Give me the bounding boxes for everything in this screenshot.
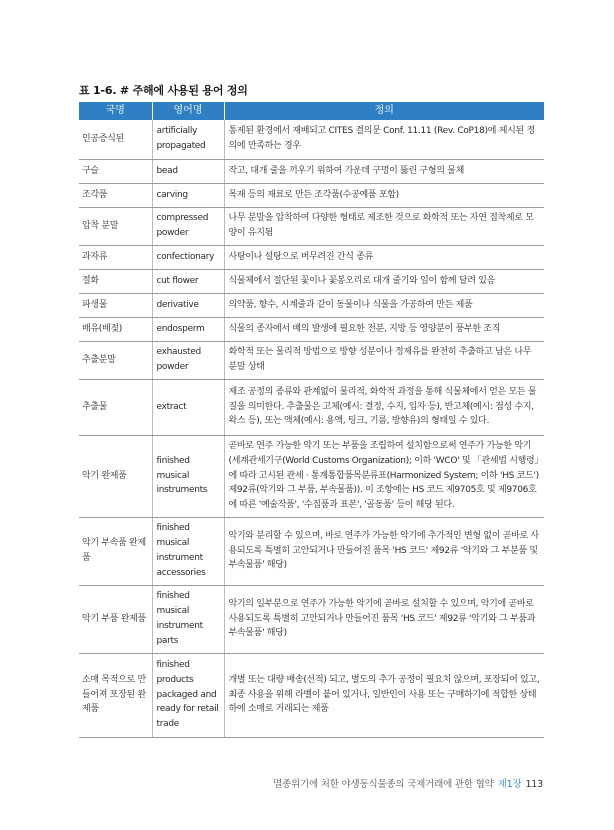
english-term: finished products packaged and ready for retail trade (152, 653, 224, 737)
term-definition: 통제된 환경에서 재배되고 CITES 결의문 Conf. 11.11 (Rev. CoP18)에 제시된 정의에 만족하는 경우 (224, 120, 544, 159)
term-definition: 곧바로 연주 가능한 악기 또는 부품을 조립하여 설치함으로써 연주가 가능한 악기(세계관세기구(World Customs Organization); 이하 'WCO' 및 「관세법 시행령」에 따라 고시된 관세 · 통계통합품목분류표(Harmonized System; 이하 'HS 코드') 제92류(악기와 그 부품, 부속물품)). 이 조항에는 HS 코드 제9705호 및 제9706호에 따른 '예술작품', '수집품과 표본', '골동품' 등이 해당 된다. (224, 435, 544, 517)
term-definition: 나무 분말을 압착하여 다양한 형태로 제조한 것으로 화학적 또는 자연 접착제로 모양이 유지됨 (224, 207, 544, 245)
english-term: bead (152, 159, 224, 183)
english-term: endosperm (152, 317, 224, 341)
korean-term: 절화 (79, 269, 152, 293)
table-row (79, 379, 544, 435)
header-definition: 정의 (224, 102, 544, 120)
header-english-name: 영어명 (152, 102, 224, 120)
english-term: finished musical instrument parts (152, 585, 224, 653)
term-definition: 작고, 대개 줄을 끼우기 위하여 가운데 구멍이 뚫린 구형의 물체 (224, 159, 544, 183)
table-row (79, 183, 544, 207)
table-row (79, 293, 544, 317)
term-definition: 악기의 일부분으로 연주가 가능한 악기에 곧바로 설치할 수 있으며, 악기에 곧바로 사용되도록 특별히 고안되거나 만들어진 품목 'HS 코드' 제92류 '악기와 그 부품과 부속물품' 해당) (224, 585, 544, 653)
korean-term: 파생물 (79, 293, 152, 317)
english-term: cut flower (152, 269, 224, 293)
table-row (79, 317, 544, 341)
term-definition: 악기와 분리할 수 있으며, 바로 연주가 가능한 악기에 추가적인 변형 없이 곧바로 사용되도록 특별히 고안되거나 만들어진 품목 'HS 코드' 제92류 '악기와 그 부분품 및 부속물품' 해당) (224, 517, 544, 585)
term-definition: 제조 공정의 종류와 관계없이 물리적, 화학적 과정을 통해 식물체에서 얻은 모든 물질을 의미한다. 추출물은 고체(예시: 결정, 수지, 입자 등), 반고체(예시: 점성 수지, 왁스 등), 또는 액체(예시: 용액, 팅크, 기름, 방향유)의 형태일 수 있다. (224, 379, 544, 435)
korean-term: 과자류 (79, 245, 152, 269)
table-row (79, 269, 544, 293)
english-term: extract (152, 379, 224, 435)
english-term: derivative (152, 293, 224, 317)
korean-term: 악기 완제품 (79, 435, 152, 517)
terms-table (79, 102, 544, 738)
korean-term: 추출물 (79, 379, 152, 435)
english-term: finished musical instrument accessories (152, 517, 224, 585)
term-definition: 의약품, 향수, 시계줄과 같이 동물이나 식물을 가공하여 만든 제품 (224, 293, 544, 317)
korean-term: 인공증식된 (79, 120, 152, 159)
english-term: artificially propagated (152, 120, 224, 159)
korean-term: 배유(배젖) (79, 317, 152, 341)
english-term: carving (152, 183, 224, 207)
term-definition: 목재 등의 재료로 만든 조각품(수공예품 포함) (224, 183, 544, 207)
term-definition: 식물체에서 절단된 꽃이나 꽃봉오리로 대개 줄기와 잎이 함께 달려 있음 (224, 269, 544, 293)
table-header-row (79, 102, 544, 120)
term-definition: 식물의 종자에서 배의 발생에 필요한 전분, 지방 등 영양분이 풍부한 조직 (224, 317, 544, 341)
header-korean-name: 국명 (79, 102, 152, 120)
english-term: confectionary (152, 245, 224, 269)
table-caption: 표 1-6. # 주해에 사용된 용어 정의 (79, 84, 248, 97)
table-row (79, 517, 544, 585)
table-row (79, 585, 544, 653)
korean-term: 조각품 (79, 183, 152, 207)
term-definition: 화학적 또는 물리적 방법으로 방향 성분이나 정제유를 완전히 추출하고 남은 나무 분말 상태 (224, 341, 544, 379)
english-term: finished musical instruments (152, 435, 224, 517)
english-term: exhausted powder (152, 341, 224, 379)
term-definition: 사탕이나 설탕으로 버무려진 간식 종류 (224, 245, 544, 269)
korean-term: 구슬 (79, 159, 152, 183)
table-row (79, 435, 544, 517)
table-row (79, 207, 544, 245)
table-row (79, 245, 544, 269)
table-row (79, 341, 544, 379)
table-row (79, 653, 544, 737)
korean-term: 소매 목적으로 만들어져 포장된 완제품 (79, 653, 152, 737)
table-row (79, 120, 544, 159)
term-definition: 개별 또는 대량 배송(선적) 되고, 별도의 추가 공정이 필요치 않으며, 포장되어 있고, 최종 사용을 위해 라벨이 붙어 있거나, 일반인이 사용 또는 구매하기에 적합한 상태 하에 소매로 거래되는 제품 (224, 653, 544, 737)
korean-term: 추출분말 (79, 341, 152, 379)
chapter-label: 제1장 (497, 779, 522, 790)
page-number: 113 (525, 779, 543, 790)
korean-term: 압착 분말 (79, 207, 152, 245)
korean-term: 악기 부품 완제품 (79, 585, 152, 653)
korean-term: 악기 부속품 완제품 (79, 517, 152, 585)
table-row (79, 159, 544, 183)
english-term: compressed powder (152, 207, 224, 245)
publication-title: 멸종위기에 처한 야생동식물종의 국제거래에 관한 협약 (273, 779, 494, 790)
page-footer (273, 776, 543, 790)
